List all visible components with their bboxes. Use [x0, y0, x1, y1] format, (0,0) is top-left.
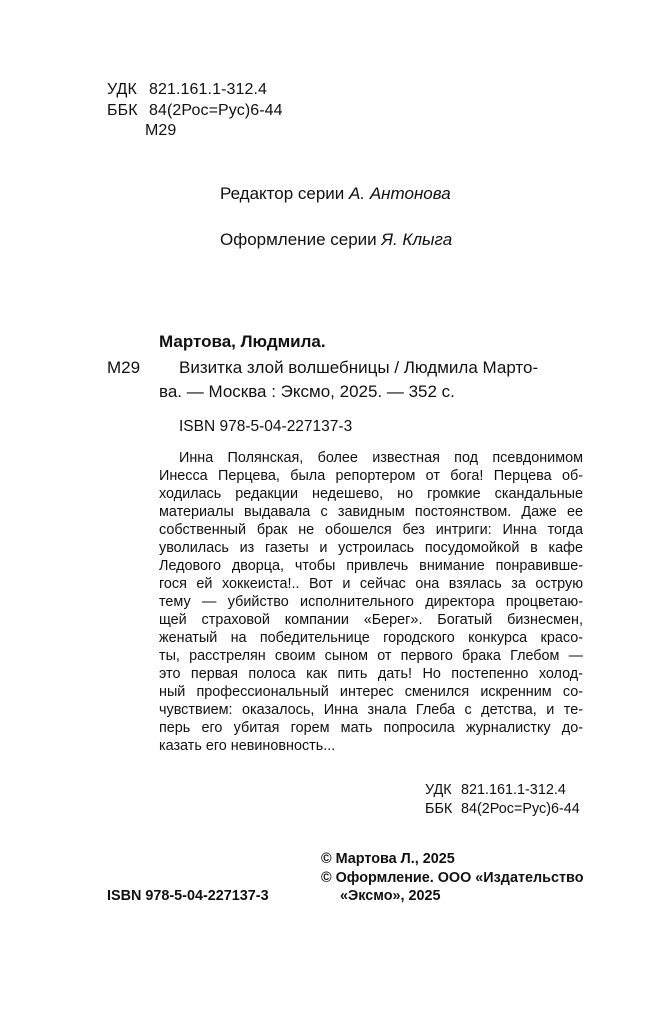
annotation-line: перь его убитая горем мать попросила журналистку до-: [159, 720, 583, 736]
series-design-line: [220, 229, 452, 251]
annotation-line: гося ей хоккеиста!.. Вот и сейчас она взялась за острую: [159, 576, 583, 592]
annotation-line: это первая полоса как пить дать! Но постепенно холод-: [159, 666, 583, 682]
annotation-line: женатый на победительнице городского конкурса красо-: [159, 630, 583, 646]
bottom-bbk-line: [425, 800, 580, 818]
card-author-mark: М29: [107, 358, 141, 377]
top-udk-value: 821.161.1-312.4: [149, 81, 268, 98]
annotation-line: щей страховой компании «Берег». Богатый бизнесмен,: [159, 612, 583, 628]
top-bbk-value: 84(2Рос=Рус)6-44: [149, 102, 283, 119]
annotation-line: Инна Полянская, более известная под псевдонимом: [179, 450, 583, 466]
series-editor-name: А. Антонова: [349, 184, 451, 203]
series-editor-line: [220, 183, 451, 205]
annotation-line: казать его невиновность...: [159, 738, 336, 754]
annotation-line: ный профессиональный интерес сменился искренним со-: [159, 684, 583, 700]
bottom-udk-label: УДК: [425, 782, 452, 798]
series-editor-label: Редактор серии: [220, 184, 345, 203]
card-title-line-1: Визитка злой волшебницы / Людмила Марто-: [179, 358, 539, 377]
annotation-line: ходилась редакции недешево, но громкие скандальные: [159, 486, 583, 502]
series-design-label: Оформление серии: [220, 230, 377, 249]
bottom-bbk-value: 84(2Рос=Рус)6-44: [461, 801, 580, 817]
annotation-line: чувствием: оказалось, Инна знала Глеба с детства, и те-: [159, 702, 583, 718]
copyright-design: © Оформление. ООО «Издательство: [321, 870, 584, 886]
card-title-line-2: ва. — Москва : Эксмо, 2025. — 352 с.: [159, 382, 455, 401]
bottom-udk-value: 821.161.1-312.4: [461, 782, 566, 798]
annotation-line: материалы выдавала с завидным постоянством. Даже ее: [159, 504, 583, 520]
annotation: [159, 449, 583, 755]
bottom-bbk-label: ББК: [425, 801, 453, 817]
annotation-line: уволилась из газеты и устроилась посудомойкой в кафе: [159, 540, 583, 556]
copyright-author: © Мартова Л., 2025: [321, 851, 455, 867]
card-author: Мартова, Людмила.: [159, 332, 326, 351]
bottom-isbn: ISBN 978-5-04-227137-3: [107, 888, 269, 904]
bottom-udk-line: [425, 781, 566, 799]
top-author-mark: М29: [145, 122, 177, 139]
top-bbk-line: [107, 101, 283, 121]
annotation-line: Инесса Перцева, была репортером от бога! Перцева об-: [159, 468, 583, 484]
annotation-line: Ледового дворца, чтобы привлечь внимание понравивше-: [159, 558, 583, 574]
top-udk-label: УДК: [107, 81, 137, 98]
card-isbn: ISBN 978-5-04-227137-3: [179, 418, 353, 435]
annotation-line: тему — убийство исполнительного директора процветаю-: [159, 594, 583, 610]
top-udk-line: [107, 80, 267, 100]
copyright-publisher: «Эксмо», 2025: [340, 888, 441, 904]
annotation-line: ты, расстрелян своим сыном от первого брака Глебом —: [159, 648, 583, 664]
top-bbk-label: ББК: [107, 102, 138, 119]
series-design-name: Я. Клыга: [381, 230, 453, 249]
annotation-line: собственный брак не обошелся без интриги: Инна тогда: [159, 522, 583, 538]
